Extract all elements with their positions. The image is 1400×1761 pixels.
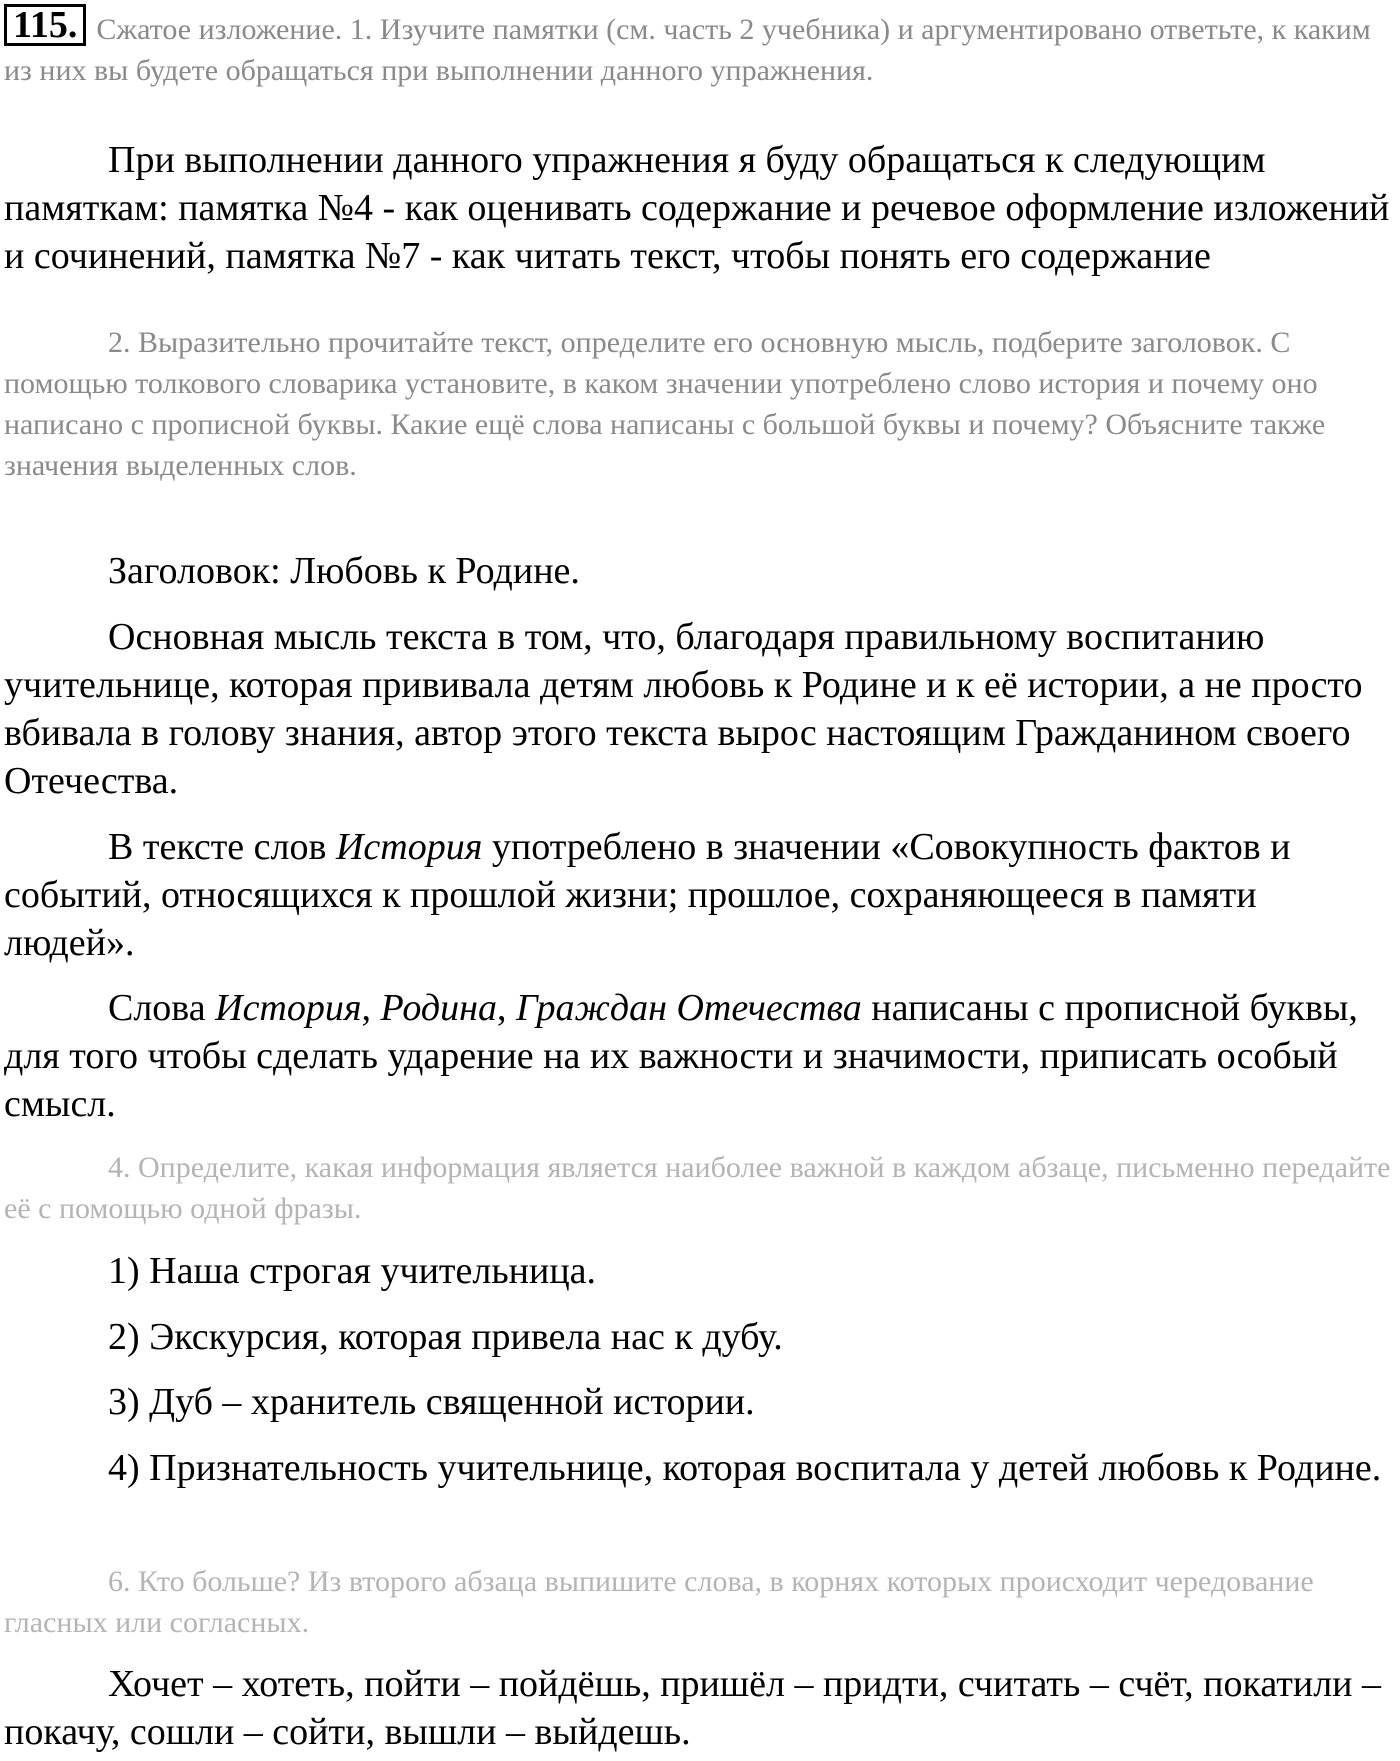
capital-word-1: История: [215, 987, 362, 1029]
capitals-text-before: Слова: [108, 987, 216, 1029]
answer-6: Хочет – хотеть, пойти – пойдёшь, пришёл – придти, считать – счёт, покатили – покачу, сошли – сойти, вышли – выйдешь.: [4, 1663, 1382, 1753]
exercise-number: 115.: [4, 4, 86, 46]
answer-1: При выполнении данного упражнения я буду обращаться к следующим памяткам: памятка №4 - как оценивать содержание и речевое оформление изложений и сочинений, памятка №7 - как читать текст, чтобы понять его содержание: [4, 139, 1390, 277]
phrase-item: 4) Признательность учительнице, которая воспитала у детей любовь к Родине.: [108, 1447, 1382, 1489]
task-1-text: Сжатое изложение. 1. Изучите памятки (см. часть 2 учебника) и аргументировано ответьте, к каким из них вы будете обращаться при выполнении данного упражнения.: [4, 13, 1371, 87]
capital-word-3: Граждан Отечества: [515, 987, 862, 1029]
phrase-item: 1) Наша строгая учительница.: [108, 1250, 597, 1292]
capitals-text-after: написаны с прописной буквы, для того чтобы сделать ударение на их важности и значимости, приписать особый смысл.: [4, 987, 1358, 1125]
capitals-paragraph: [4, 984, 1396, 1128]
meaning-text-before: В тексте слов: [108, 826, 336, 868]
main-idea-paragraph: Основная мысль текста в том, что, благодаря правильному воспитанию учительнице, которая прививала детям любовь к Родине и к её истории, а не просто вбивала в голову знания, автор этого текста вырос настоящим Гражданином своего Отечества.: [4, 616, 1363, 802]
phrase-item: 3) Дуб – хранитель священной истории.: [108, 1381, 755, 1423]
task-2: 2. Выразительно прочитайте текст, определите его основную мысль, подберите заголовок. С помощью толкового словарика установите, в каком значении употреблено слово история и почему оно написано с прописной буквы. Какие ещё слова написаны с большой буквы и почему? Объясните также значения выделенных слов.: [4, 326, 1326, 482]
meaning-text-after: употреблено в значении «Совокупность фактов и событий, относящихся к прошлой жизни; прошлое, сохраняющееся в памяти людей».: [4, 826, 1291, 964]
capitals-separator-1: ,: [361, 987, 381, 1029]
meaning-word: История: [335, 826, 483, 868]
title-answer: Заголовок: Любовь к Родине.: [108, 550, 580, 592]
word-meaning-paragraph: [4, 823, 1396, 967]
capital-word-2: Родина: [380, 987, 497, 1029]
task-6: 6. Кто больше? Из второго абзаца выпишите слова, в корнях которых происходит чередование гласных или согласных.: [4, 1565, 1314, 1639]
capitals-separator-2: ,: [496, 987, 516, 1029]
task-4: 4. Определите, какая информация является наиболее важной в каждом абзаце, письменно передайте её с помощью одной фразы.: [4, 1151, 1391, 1225]
task-1: [4, 4, 1396, 91]
phrase-item: 2) Экскурсия, которая привела нас к дубу.: [108, 1316, 783, 1358]
